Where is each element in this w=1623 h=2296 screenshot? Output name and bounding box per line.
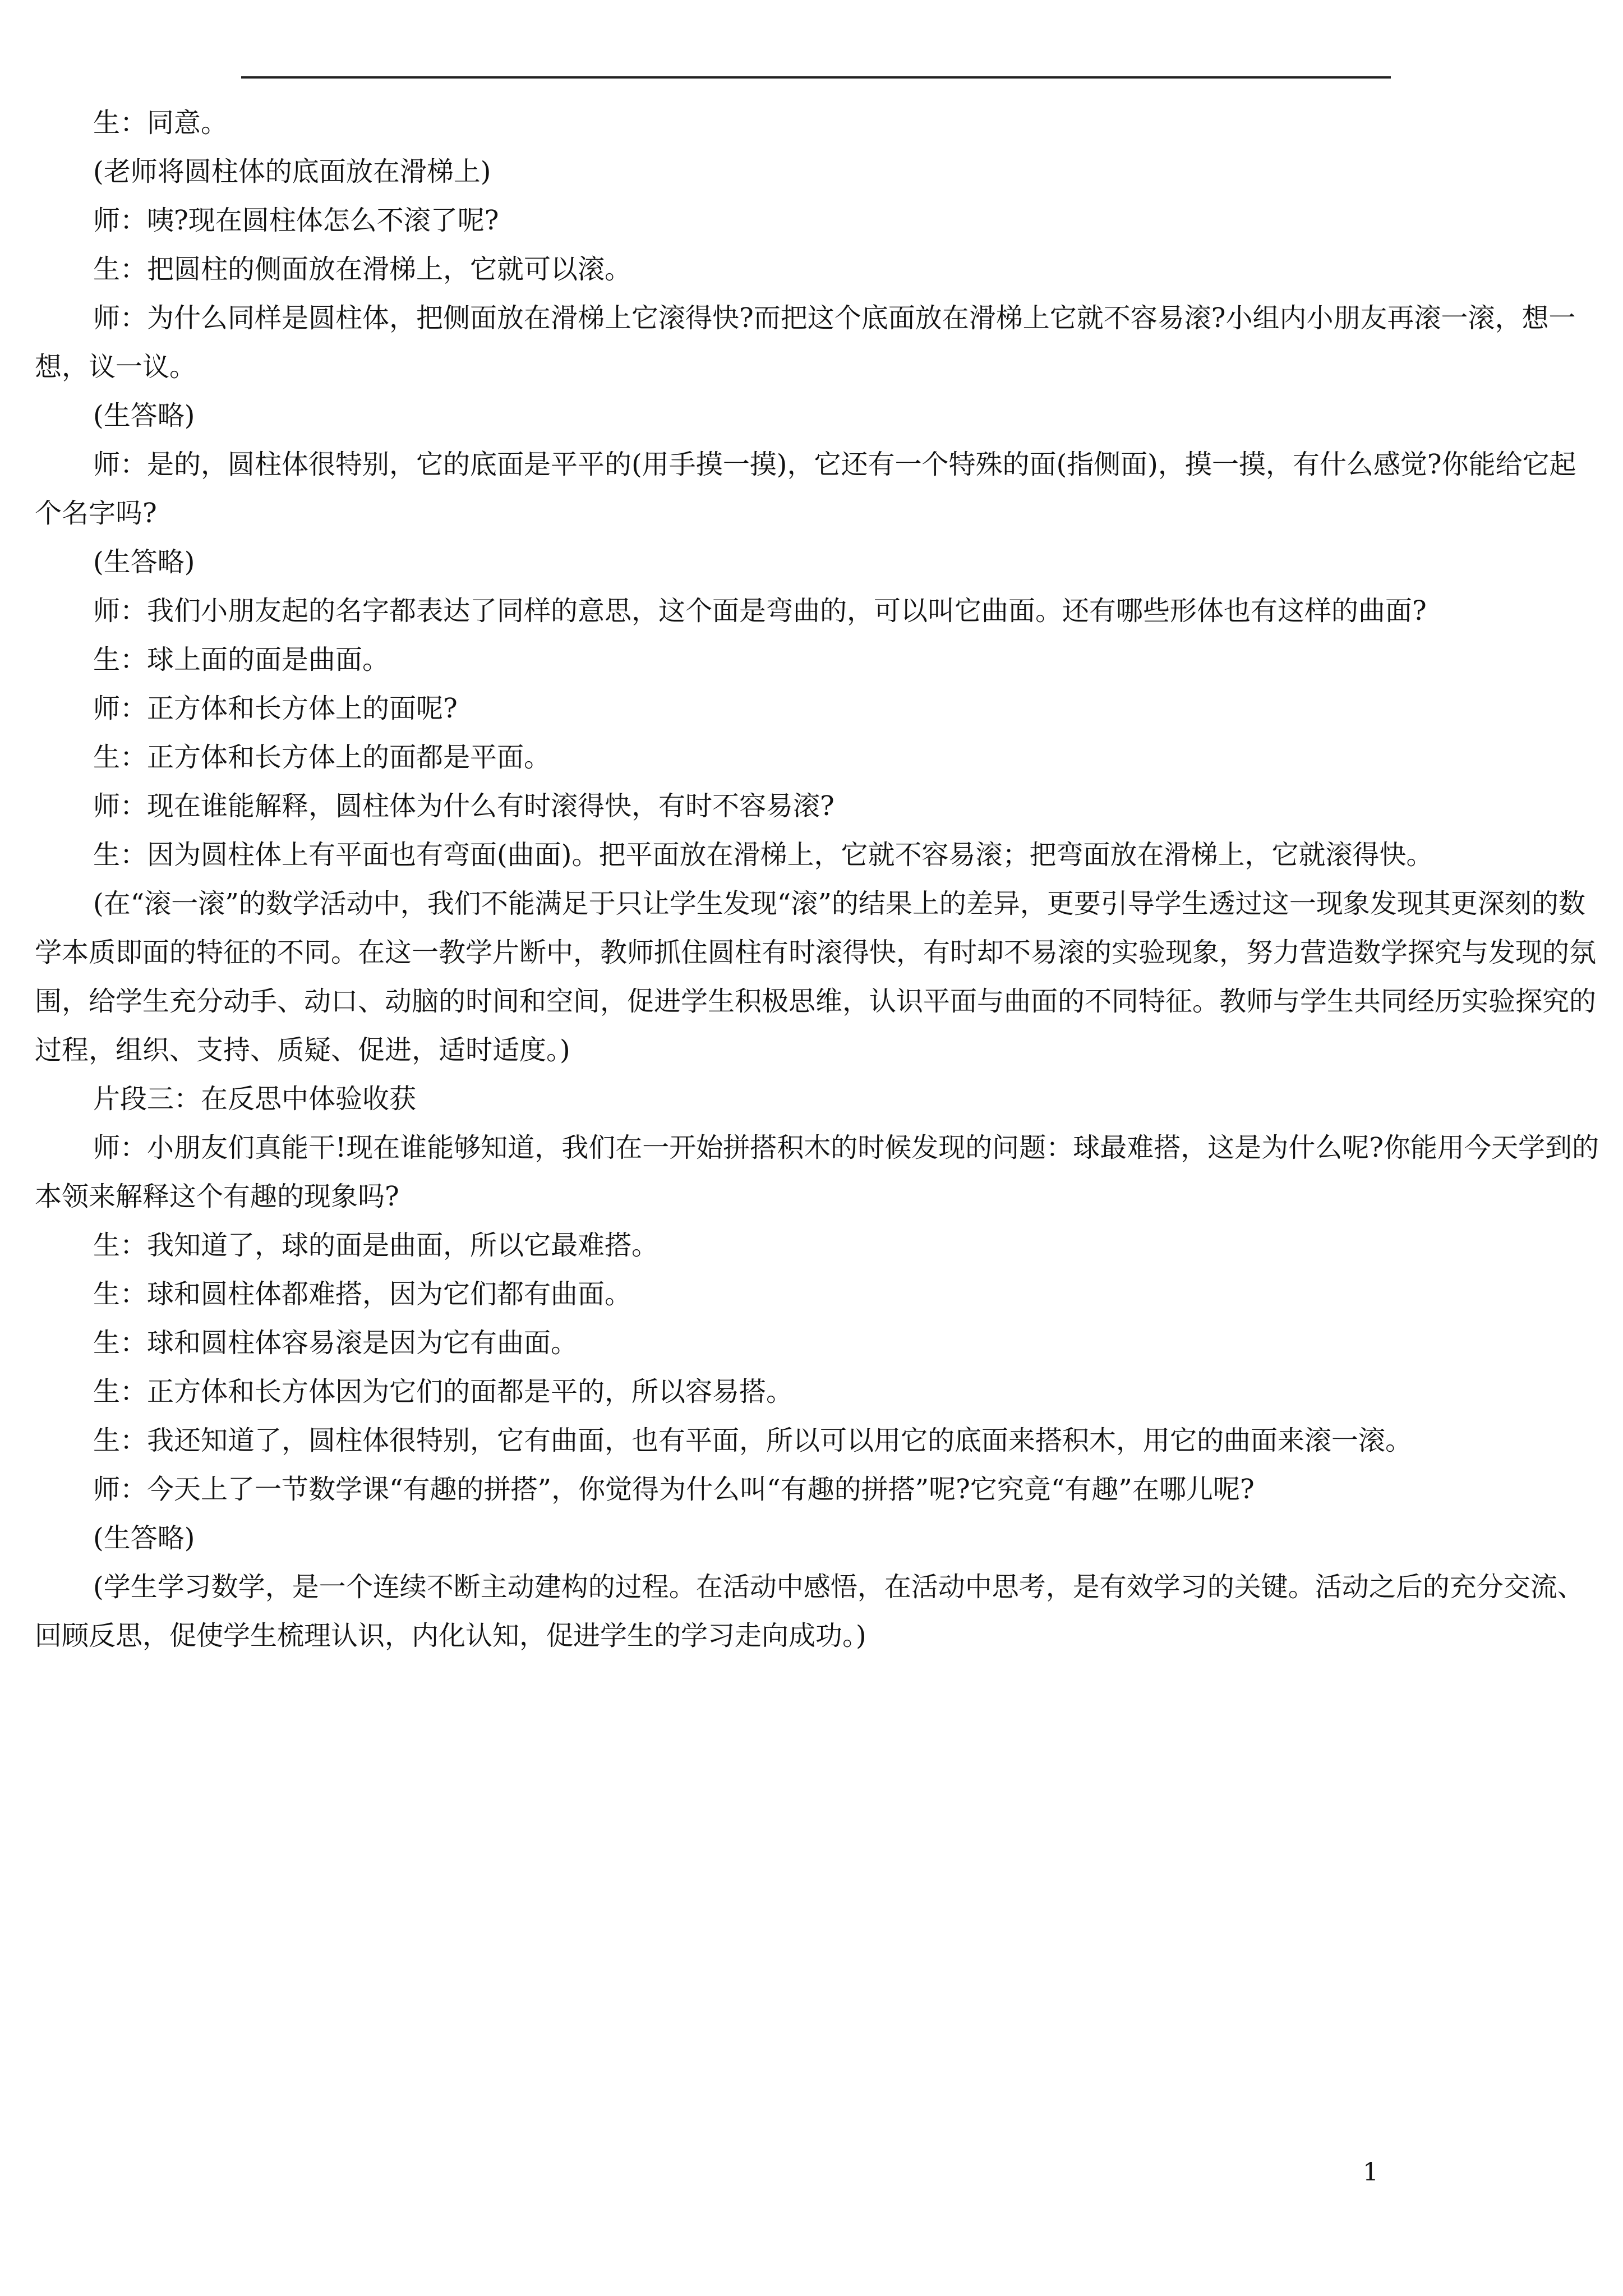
paragraph: 师：今天上了一节数学课“有趣的拼搭”，你觉得为什么叫“有趣的拼搭”呢?它究竟“有趣”在哪儿呢? (93, 1474, 1255, 1505)
paragraph: 师：正方体和长方体上的面呢? (93, 693, 458, 724)
paragraph: 师：为什么同样是圆柱体，把侧面放在滑梯上它滚得快?而把这个底面放在滑梯上它就不容易滚?小组内小朋友再滚一滚，想一想，议一议。 (35, 302, 1576, 383)
paragraph: 生：把圆柱的侧面放在滑梯上，它就可以滚。 (93, 254, 632, 285)
paragraph: 师：现在谁能解释，圆柱体为什么有时滚得快，有时不容易滚? (93, 790, 834, 822)
paragraph: 师：咦?现在圆柱体怎么不滚了呢? (93, 205, 499, 236)
paragraph: 师：我们小朋友起的名字都表达了同样的意思，这个面是弯曲的，可以叫它曲面。还有哪些形体也有这样的曲面? (93, 595, 1427, 627)
paragraph: 生：球和圆柱体都难搭，因为它们都有曲面。 (93, 1278, 632, 1310)
paragraph: 生：我知道了，球的面是曲面，所以它最难搭。 (93, 1230, 659, 1261)
paragraph: 师：是的，圆柱体很特别，它的底面是平平的(用手摸一摸)，它还有一个特殊的面(指侧面)，摸一摸，有什么感觉?你能给它起个名字吗? (35, 449, 1576, 529)
paragraph: (生答略) (93, 400, 195, 431)
paragraph: 生：球上面的面是曲面。 (93, 644, 390, 675)
header-rule (241, 76, 1391, 79)
paragraph: 生：正方体和长方体上的面都是平面。 (93, 742, 551, 773)
paragraph: (学生学习数学，是一个连续不断主动建构的过程。在活动中感悟，在活动中思考，是有效学习的关键。活动之后的充分交流、回顾反思，促使学生梳理认识，内化认知，促进学生的学习走向成功。) (35, 1571, 1584, 1651)
paragraph: 生：因为圆柱体上有平面也有弯面(曲面)。把平面放在滑梯上，它就不容易滚；把弯面放在滑梯上，它就滚得快。 (93, 839, 1433, 871)
paragraph: (在“滚一滚”的数学活动中，我们不能满足于只让学生发现“滚”的结果上的差异，更要引导学生透过这一现象发现其更深刻的数学本质即面的特征的不同。在这一教学片断中，教师抓住圆柱有时滚得快，有时却不易滚的实验现象，努力营造数学探究与发现的氛围，给学生充分动手、动口、动脑的时间和空间，促进学生积极思维，认识平面与曲面的不同特征。教师与学生共同经历实验探究的过程，组织、支持、质疑、促进，适时适度。) (35, 888, 1597, 1066)
paragraph: 生：球和圆柱体容易滚是因为它有曲面。 (93, 1327, 578, 1359)
paragraph: 生：我还知道了，圆柱体很特别，它有曲面，也有平面，所以可以用它的底面来搭积木，用它的曲面来滚一滚。 (93, 1425, 1413, 1456)
paragraph: 师：小朋友们真能干!现在谁能够知道，我们在一开始拼搭积木的时候发现的问题：球最难搭，这是为什么呢?你能用今天学到的本领来解释这个有趣的现象吗? (35, 1132, 1599, 1212)
page-number: 1 (1363, 2158, 1378, 2187)
paragraph: 生：正方体和长方体因为它们的面都是平的，所以容易搭。 (93, 1376, 794, 1407)
paragraph: 生：同意。 (93, 107, 228, 139)
paragraph: (生答略) (93, 1522, 195, 1554)
paragraph: (生答略) (93, 546, 195, 578)
section-heading: 片段三：在反思中体验收获 (93, 1083, 417, 1115)
paragraph: (老师将圆柱体的底面放在滑梯上) (93, 156, 491, 187)
document-body (35, 99, 1599, 1660)
